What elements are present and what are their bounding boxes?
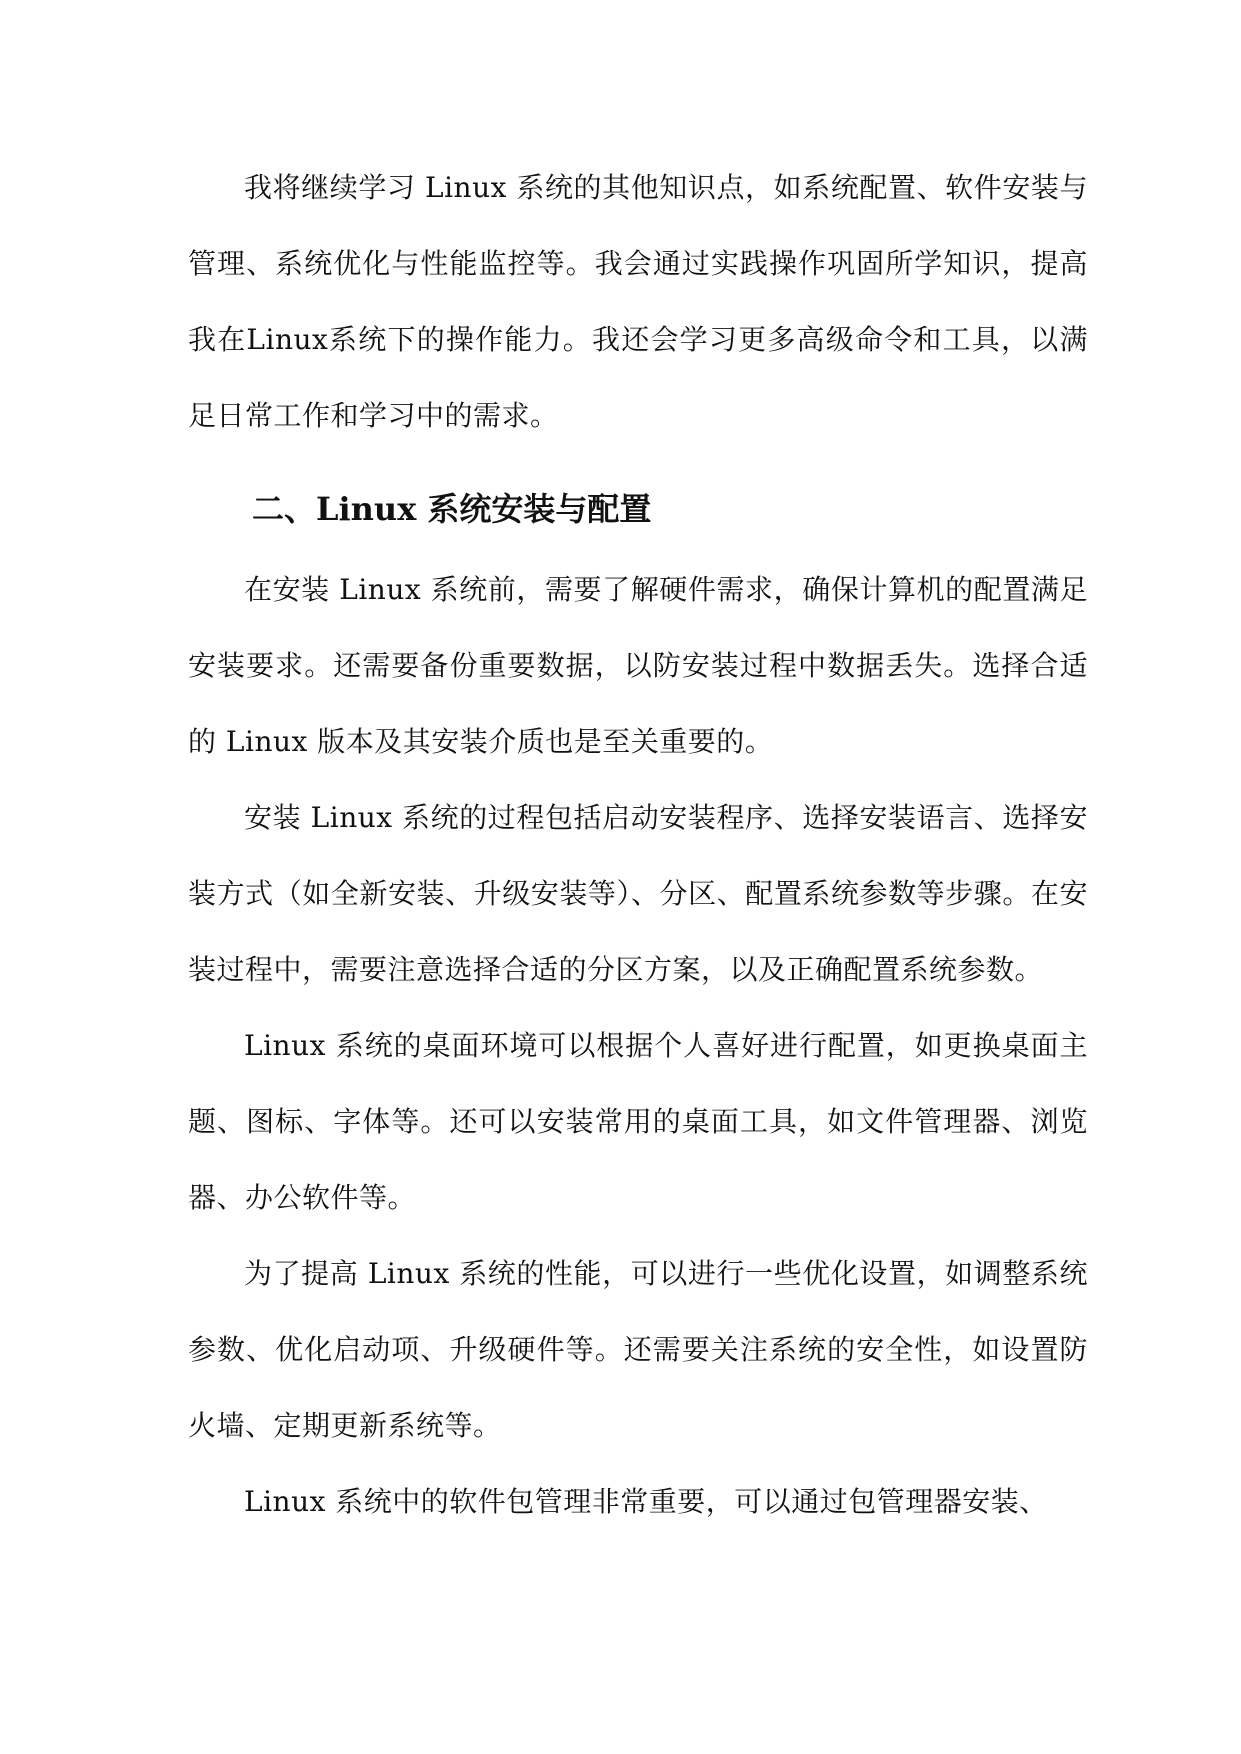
section-heading: 二、Linux 系统安装与配置 (252, 490, 652, 528)
paragraph: 为了提高 Linux 系统的性能，可以进行一些优化设置，如调整系统参数、优化启动项、升级硬件等。还需要关注系统的安全性，如设置防火墙、定期更新系统等。 (188, 1257, 1088, 1442)
paragraph: 安装 Linux 系统的过程包括启动安装程序、选择安装语言、选择安装方式（如全新安装、升级安装等）、分区、配置系统参数等步骤。在安装过程中，需要注意选择合适的分区方案，以及正确配置系统参数。 (188, 801, 1088, 986)
paragraph: 在安装 Linux 系统前，需要了解硬件需求，确保计算机的配置满足安装要求。还需要备份重要数据，以防安装过程中数据丢失。选择合适的 Linux 版本及其安装介质也是至关重要的。 (188, 573, 1088, 758)
paragraph: Linux 系统中的软件包管理非常重要，可以通过包管理器安装、 (244, 1485, 1048, 1518)
paragraph: Linux 系统的桌面环境可以根据个人喜好进行配置，如更换桌面主题、图标、字体等。还可以安装常用的桌面工具，如文件管理器、浏览器、办公软件等。 (188, 1029, 1088, 1214)
paragraph: 我将继续学习 Linux 系统的其他知识点，如系统配置、软件安装与管理、系统优化与性能监控等。我会通过实践操作巩固所学知识，提高我在Linux系统下的操作能力。我还会学习更多高级命令和工具，以满足日常工作和学习中的需求。 (188, 171, 1088, 432)
document-body (188, 150, 1088, 1540)
